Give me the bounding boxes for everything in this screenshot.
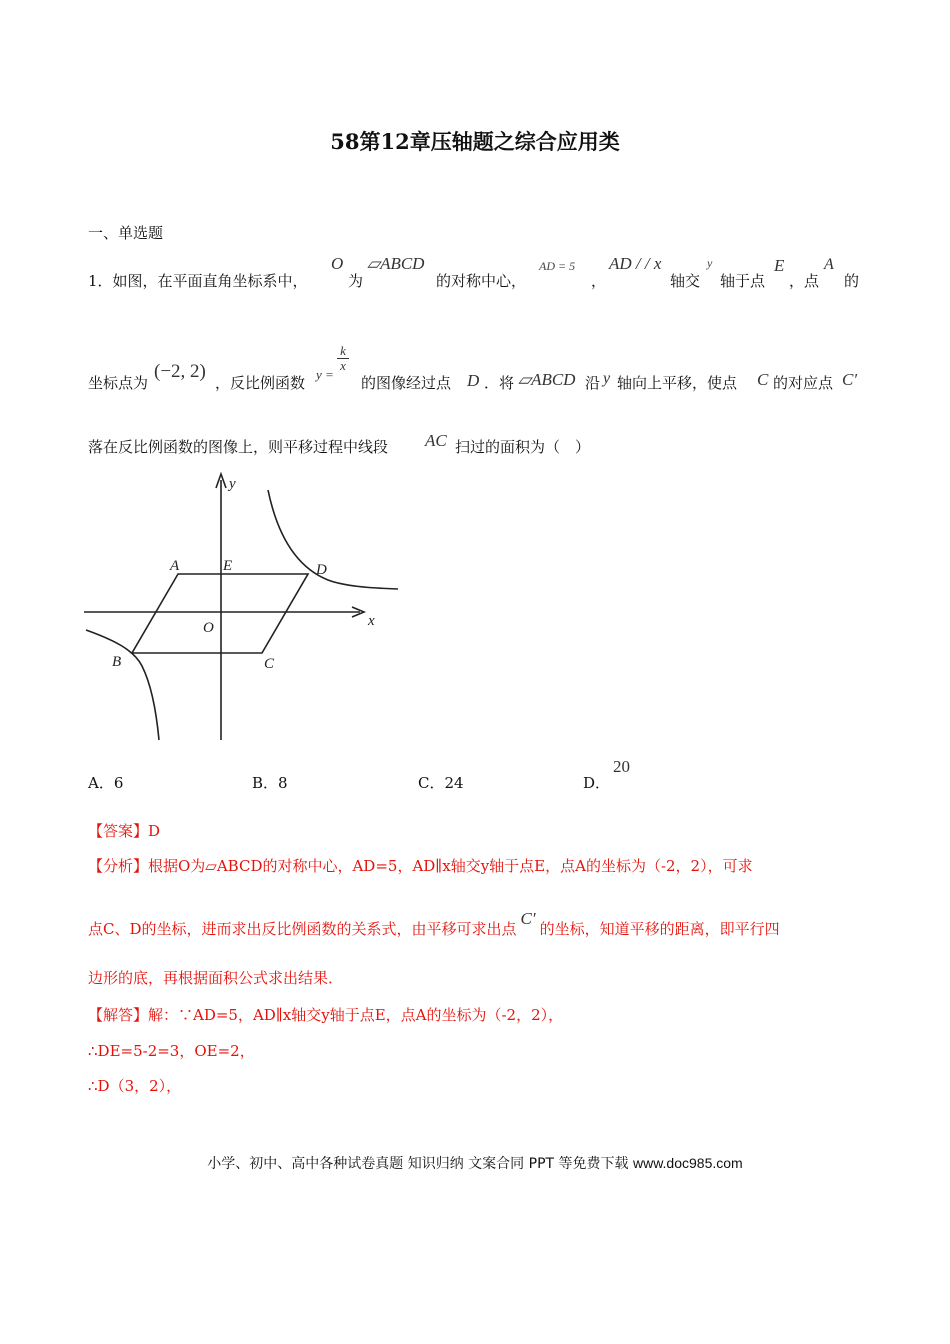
math-ac: AC (425, 431, 447, 450)
label-y: y (229, 476, 236, 492)
text-inverse-fn: ，反比例函数 (215, 374, 306, 392)
option-a[interactable]: A．6 (88, 774, 124, 792)
math-ad-eq: AD = 5 (539, 259, 576, 273)
math-y-eq: y = $\frac{k}{x}$ (316, 344, 349, 373)
label-d: D (316, 562, 327, 578)
math-fraction: $\frac{k}{x}$ (337, 344, 349, 373)
math-coord: (−2, 2) (154, 361, 206, 382)
option-b[interactable]: B．8 (252, 774, 288, 792)
math-parallelogram-2: ▱ABCD (518, 370, 576, 389)
text-comma: ， (591, 272, 607, 290)
footer-site-link[interactable]: www.doc985.com (632, 1155, 743, 1171)
text-line3-end: 扫过的面积为（ ） (455, 438, 591, 456)
solution-line-2: ∴DE=5-2=3，OE=2， (88, 1042, 255, 1060)
text-coord-label: 坐标点为 (88, 374, 149, 392)
math-c: C (757, 370, 769, 389)
math-o: O (331, 254, 344, 273)
math-e: E (774, 256, 785, 275)
math-y: y (707, 256, 713, 270)
coordinate-figure (84, 468, 404, 744)
parallelogram-abcd (132, 574, 308, 653)
text-wei: 为 (348, 272, 364, 290)
label-c: C (264, 656, 275, 672)
math-c-prime-2: C′ (520, 909, 536, 928)
text-dian: ，点 (789, 272, 820, 290)
math-c-prime: C′ (842, 370, 858, 389)
label-a: A (170, 558, 180, 574)
math-ad-parallel: AD / / x (609, 254, 662, 273)
text-move-pre: ．将 (484, 374, 515, 392)
text-de: 的 (844, 272, 860, 290)
text-axis-cross: 轴交 (670, 272, 701, 290)
solution-line-3: ∴D（3，2）， (88, 1077, 182, 1095)
section-heading: 一、单选题 (88, 224, 164, 242)
option-c[interactable]: C．24 (418, 774, 464, 792)
answer-label: 【答案】D (88, 822, 161, 840)
label-b: B (112, 654, 122, 670)
math-y-2: y (603, 370, 611, 387)
question-number: 1．如图，在平面直角坐标系中， (88, 272, 308, 290)
page-footer (0, 1153, 950, 1173)
footer-text: 小学、初中、高中各种试卷真题 知识归纳 文案合同 PPT 等免费下载 (207, 1156, 629, 1172)
option-d-value: 20 (613, 757, 630, 776)
text-graph-through: 的图像经过点 (361, 374, 452, 392)
solution-line-1: 【解答】解：∵AD=5，AD∥x轴交y轴于点E，点A的坐标为（-2，2）， (88, 1006, 564, 1024)
analysis-line-1: 【分析】根据O为▱ABCD的对称中心，AD=5，AD∥x轴交y轴于点E，点A的坐标为（-2，2），可求 (88, 857, 753, 875)
math-parallelogram: ▱ABCD (367, 254, 425, 273)
label-o: O (203, 620, 214, 636)
analysis-line-3: 边形的底，再根据面积公式求出结果． (88, 969, 344, 987)
option-d[interactable]: D． (583, 774, 611, 792)
text-center: 的对称中心， (436, 272, 527, 290)
label-x: x (368, 613, 375, 629)
page-title: 58第12章压轴题之综合应用类 (330, 129, 620, 154)
text-along: 沿 (585, 374, 601, 392)
question-line-3: 落在反比例函数的图像上，则平移过程中线段 (88, 438, 389, 456)
text-axis-at: 轴于点 (720, 272, 766, 290)
text-corr: 的对应点 (773, 374, 834, 392)
math-a: A (824, 256, 834, 273)
math-d: D (467, 371, 480, 390)
question-line-1 (88, 270, 308, 291)
text-move-up: 轴向上平移，使点 (617, 374, 738, 392)
label-e: E (223, 558, 233, 574)
analysis-line-2: 点C、D的坐标，进而求出反比例函数的关系式，由平移可求出点C′的坐标，知道平移的距离，即平行四 (88, 909, 780, 938)
hyperbola-branch-lower (86, 630, 159, 740)
